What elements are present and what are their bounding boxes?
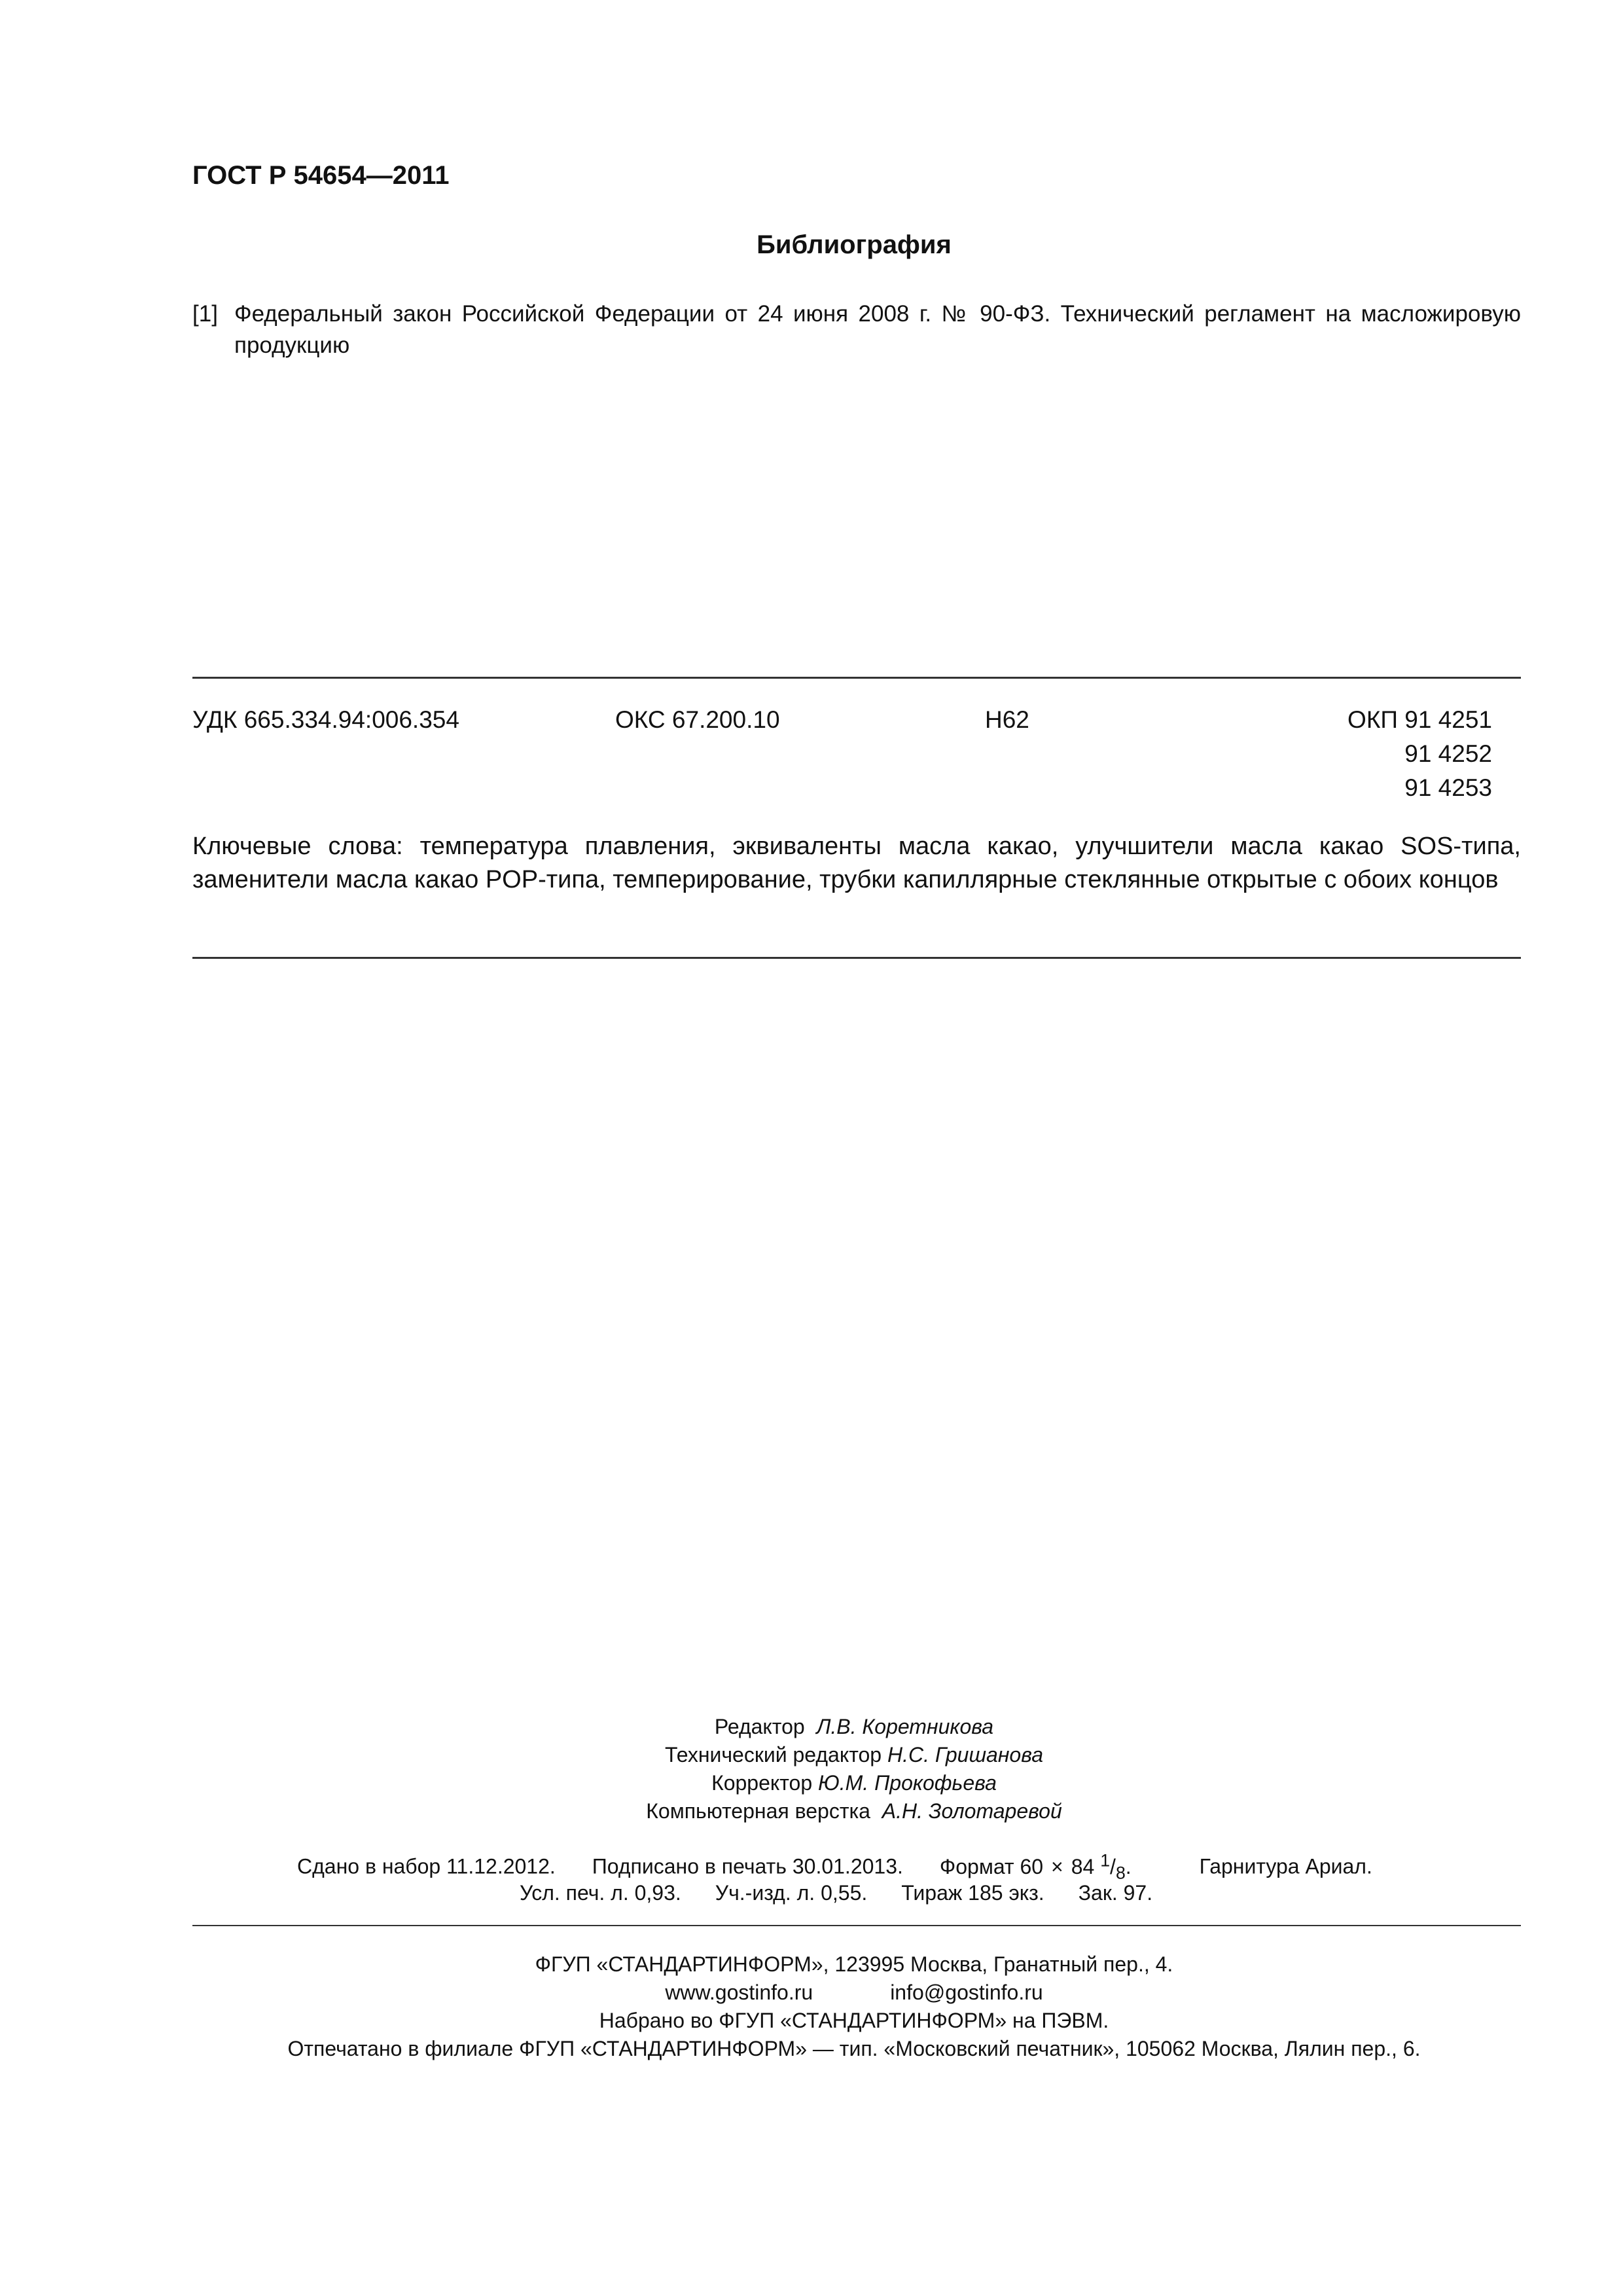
- format-denominator: 8: [1115, 1863, 1126, 1883]
- printed-note: Отпечатано в филиале ФГУП «СТАНДАРТИНФОРМ» — тип. «Московский печатник», 105062 Москва, Лялин пер., 6.: [287, 2037, 1421, 2060]
- credit-name: Ю.М. Прокофьева: [818, 1771, 997, 1795]
- typeface: Гарнитура Ариал.: [1199, 1854, 1372, 1878]
- publisher-contacts: [0, 1979, 1623, 2007]
- credit-role: Редактор: [714, 1715, 805, 1738]
- typeset-note: Набрано во ФГУП «СТАНДАРТИНФОРМ» на ПЭВМ.: [599, 2009, 1109, 2032]
- credit-corrector: [0, 1769, 1623, 1797]
- credit-role: Компьютерная верстка: [646, 1799, 870, 1823]
- okp-code-2: 91 4252: [1404, 740, 1492, 767]
- credit-editor: [0, 1713, 1623, 1741]
- divider-top: [192, 677, 1521, 679]
- bibliography-title: Библиография: [757, 230, 952, 259]
- submitted-date: Сдано в набор 11.12.2012.: [297, 1854, 556, 1878]
- bibliography-entry-text: Федеральный закон Российской Федерации от 24 июня 2008 г. № 90-ФЗ. Технический регламент на масложировую продукцию: [234, 301, 1521, 358]
- print-run: Тираж 185 экз.: [901, 1881, 1044, 1905]
- print-info-line-2: [520, 1878, 1152, 1907]
- signed-date: Подписано в печать 30.01.2013.: [592, 1854, 903, 1878]
- publisher-email[interactable]: info@gostinfo.ru: [890, 1981, 1043, 2004]
- credit-name: Л.В. Коретникова: [816, 1715, 994, 1738]
- bibliography-entry-number: [1]: [192, 301, 218, 327]
- format-label: Формат: [939, 1854, 1014, 1878]
- credit-name: А.Н. Золотаревой: [882, 1799, 1062, 1823]
- divider-bottom: [192, 1925, 1521, 1926]
- credits-block: [0, 1713, 1623, 1825]
- group-code: Н62: [985, 706, 1029, 733]
- credit-role: Технический редактор: [664, 1743, 882, 1767]
- credit-tech-editor: [0, 1741, 1623, 1769]
- publisher-block: [0, 1950, 1623, 2063]
- order-number: Зак. 97.: [1078, 1881, 1153, 1905]
- credit-role: Корректор: [711, 1771, 813, 1795]
- divider-middle: [192, 957, 1521, 959]
- keywords: Ключевые слова: температура плавления, эквиваленты масла какао, улучшители масла какао SOS-типа, заменители масла какао POP-типа, темперирование, трубки капиллярные стеклянные открытые с обоих концов: [192, 833, 1521, 893]
- credit-name: Н.С. Гришанова: [887, 1743, 1044, 1767]
- format-a: 60: [1020, 1854, 1044, 1878]
- format-numerator: 1: [1100, 1850, 1111, 1870]
- oks-code: ОКС 67.200.10: [615, 706, 780, 733]
- credit-layout: [0, 1797, 1623, 1825]
- publisher-address: ФГУП «СТАНДАРТИНФОРМ», 123995 Москва, Гранатный пер., 4.: [535, 1952, 1173, 1976]
- format-times: ×: [1051, 1854, 1063, 1878]
- okp-codes: [1347, 703, 1492, 805]
- document-code: ГОСТ Р 54654—2011: [192, 161, 450, 190]
- okp-code-3: 91 4253: [1404, 774, 1492, 801]
- paper-format: Формат 60 × 84 $^1/_8$.: [939, 1850, 1132, 1883]
- bibliography-entry: [192, 298, 1521, 361]
- publisher-website[interactable]: www.gostinfo.ru: [665, 1981, 813, 2004]
- format-b: 84: [1071, 1854, 1095, 1878]
- print-sheets: Усл. печ. л. 0,93.: [520, 1881, 681, 1905]
- okp-code-1: ОКП 91 4251: [1347, 706, 1492, 733]
- udk-code: УДК 665.334.94:006.354: [192, 706, 459, 733]
- publishing-sheets: Уч.-изд. л. 0,55.: [715, 1881, 868, 1905]
